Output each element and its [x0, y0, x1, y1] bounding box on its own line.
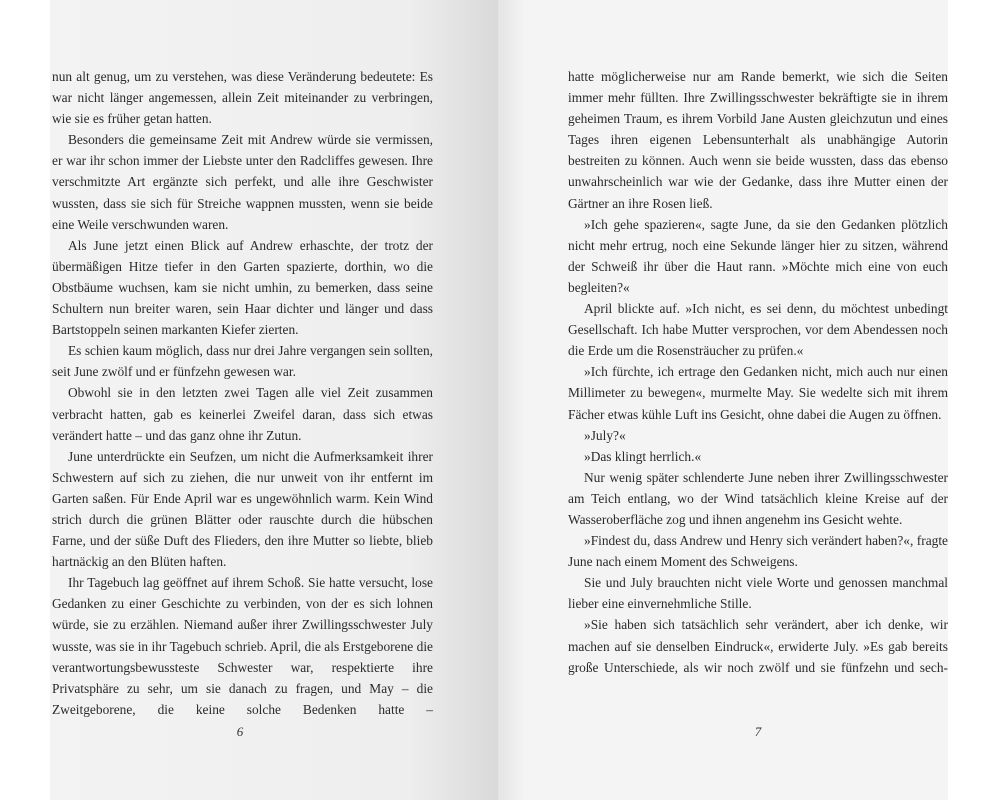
- paragraph: »Ich fürchte, ich ertrage den Gedanken nicht, mich auch nur einen Millimeter zu bewegen«, murmelte May. Sie wedelte sich mit ihrem Fächer etwas kühle Luft ins Gesicht, ohne dabei die Augen zu öffnen.: [568, 364, 948, 422]
- paragraph: Ihr Tagebuch lag geöffnet auf ihrem Schoß. Sie hatte versucht, lose Gedanken zu einer Geschichte zu verbinden, von der es sich lohnen würde, sie zu erzählen. Niemand außer ihrer Zwillingsschwester July wusste, was sie in ihr Tagebuch schrieb. April, die als Erstgeborene die verantwortungsbewussteste Schwester war, respektierte ihre Privatsphäre zu sehr, um sie danach zu fragen, und May – die Zweitgeborene, die keine solche Bedenken hatte –: [52, 575, 433, 717]
- paragraph: June unterdrückte ein Seufzen, um nicht die Aufmerksamkeit ihrer Schwestern auf sich zu ziehen, die nur unweit von ihr entfernt im Garten saßen. Für Ende April war es ungewöhnlich warm. Kein Wind strich durch die grünen Blätter oder rauschte durch die hübschen Farne, und der süße Duft des Flieders, den ihre Mutter so liebte, blieb hartnäckig an den Blüten haften.: [52, 448, 433, 570]
- paragraph: Sie und July brauchten nicht viele Worte und genossen manchmal lieber eine einvernehmliche Stille.: [568, 575, 948, 612]
- paragraph: »July?«: [584, 427, 626, 443]
- paragraph: »Findest du, dass Andrew und Henry sich verändert haben?«, fragte June nach einem Moment des Schweigens.: [568, 533, 948, 570]
- paragraph: Besonders die gemeinsame Zeit mit Andrew würde sie vermissen, er war ihr schon immer der Liebste unter den Radcliffes gewesen. Ihre verschmitzte Art ergänzte sich perfekt, und alle ihre Geschwister wussten, dass sie sich für Streiche wappnen mussten, wenn sie beide eine Weile verschwunden waren.: [52, 132, 433, 232]
- paragraph: »Sie haben sich tatsächlich sehr verändert, aber ich denke, wir machen auf sie denselben Eindruck«, erwiderte July. »Es gab bereits große Unterschiede, als wir noch zwölf und sie fünfzehn und sech-: [568, 617, 948, 675]
- left-page-text: [52, 66, 433, 720]
- paragraph: Obwohl sie in den letzten zwei Tagen alle viel Zeit zusammen verbracht hatten, gab es keinerlei Zweifel daran, dass sich etwas verändert hatte – und das ganz ohne ihr Zutun.: [52, 385, 433, 443]
- paragraph: »Das klingt herrlich.«: [584, 448, 702, 464]
- page-number: 6: [236, 724, 244, 739]
- paragraph: Nur wenig später schlenderte June neben ihrer Zwillingsschwester am Teich entlang, wo der Wind tatsächlich kleine Kreise auf der Wasseroberfläche zog und ihnen angenehm ins Gesicht wehte.: [568, 469, 948, 527]
- paragraph: Es schien kaum möglich, dass nur drei Jahre vergangen sein sollten, seit June zwölf und er fünfzehn gewesen war.: [52, 343, 433, 380]
- page-number: 7: [754, 724, 762, 739]
- paragraph: Als June jetzt einen Blick auf Andrew erhaschte, der trotz der übermäßigen Hitze tiefer in den Garten spazierte, dorthin, wo die Obstbäume wuchsen, kam sie nicht umhin, zu bemerken, dass seine Schultern nun breiter waren, sein Haar dichter und länger und dass Bartstoppeln seinen markanten Kiefer zierten.: [52, 237, 433, 338]
- left-page: [50, 0, 498, 800]
- paragraph: nun alt genug, um zu verstehen, was diese Veränderung bedeutete: Es war nicht länger angemessen, allein Zeit miteinander zu verbringen, wie sie es früher getan hatten.: [52, 69, 433, 127]
- paragraph: »Ich gehe spazieren«, sagte June, da sie den Gedanken plötzlich nicht mehr ertrug, noch eine Sekunde länger hier zu sitzen, während der Schweiß ihr über die Haut rann. »Möchte mich eine von euch begleiten?«: [568, 216, 948, 295]
- right-page: [498, 0, 948, 800]
- paragraph: hatte möglicherweise nur am Rande bemerkt, wie sich die Seiten immer mehr füllten. Ihre Zwillingsschwester bekräftigte sie in ihrem geheimen Traum, es ihrem Vorbild Jane Austen gleichzutun und eines Tages ihren eigenen Lebensunterhalt als unabhängige Autorin bestreiten zu können. Auch wenn sie beide wussten, dass das ebenso unwahrscheinlich war wie der Gedanke, dass ihre Mutter einen der Gärtner an ihre Rosen ließ.: [568, 69, 948, 211]
- right-page-text: [568, 66, 948, 678]
- paragraph: April blickte auf. »Ich nicht, es sei denn, du möchtest unbedingt Gesellschaft. Ich habe Mutter versprochen, vor dem Abendessen noch die Erde um die Rosensträucher zu prüfen.«: [568, 301, 948, 359]
